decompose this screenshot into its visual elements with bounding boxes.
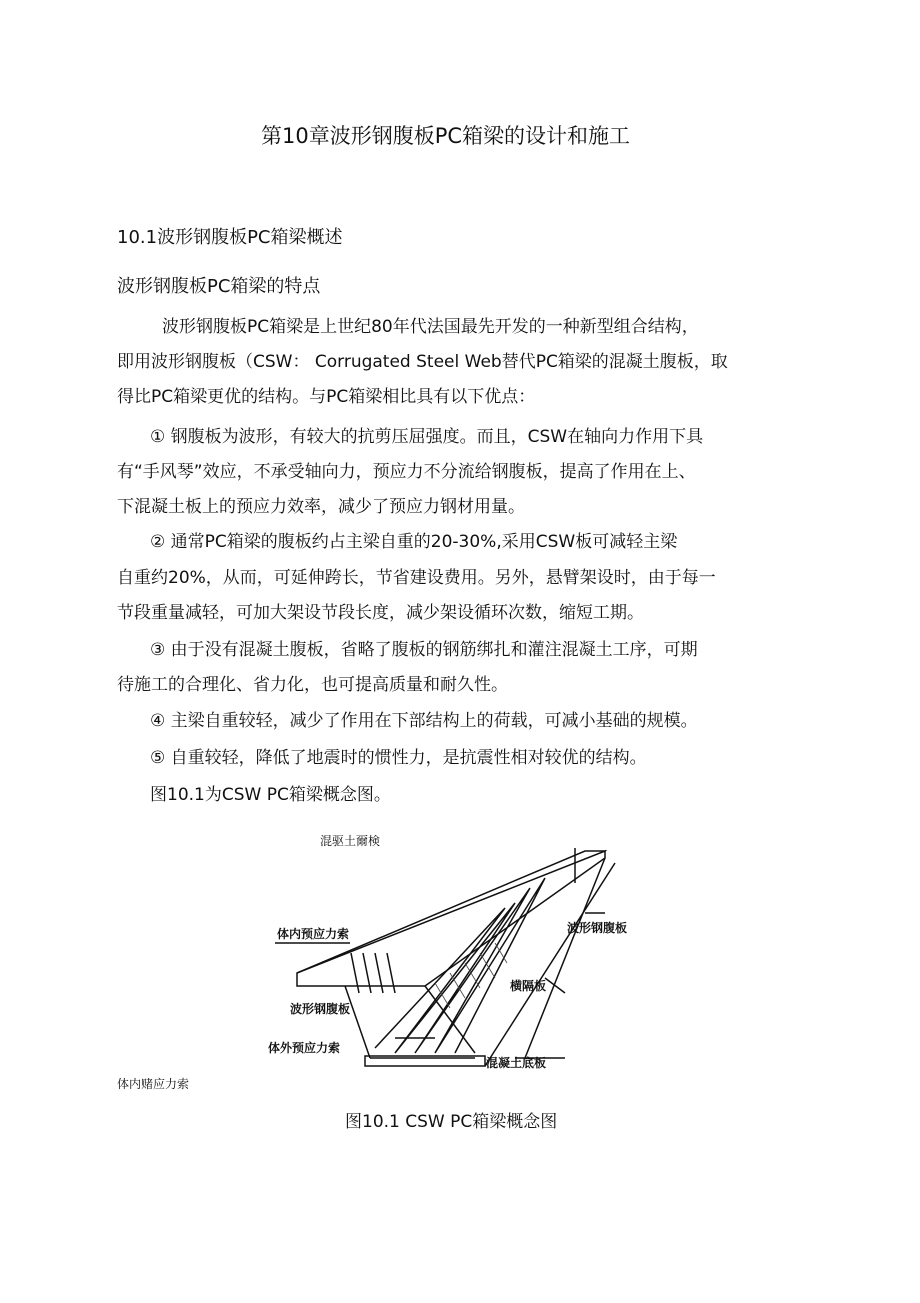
paragraph-line: ① 钢腹板为波形，有较大的抗剪压屈强度。而且，CSW在轴向力作用下具: [150, 427, 704, 447]
paragraph-line: 下混凝土板上的预应力效率，减少了预应力钢材用量。: [117, 497, 525, 517]
figure-label-bottom-slab: 混凝土底板: [486, 1056, 547, 1070]
paragraph-line: 得比PC箱梁更优的结构。与PC箱梁相比具有以下优点：: [117, 387, 536, 407]
paragraph-line: ⑤ 自重较轻，降低了地震时的惯性力，是抗震性相对较优的结构。: [150, 748, 647, 768]
paragraph-line: ② 通常PC箱梁的腹板约占主梁自重的20-30%,采用CSW板可减轻主梁: [150, 532, 678, 552]
paragraph-line: 自重约20%，从而，可延伸跨长，节省建设费用。另外，悬臂架设时，由于每一: [117, 568, 716, 588]
figure-label-web-left: 波形钢腹板: [290, 1002, 351, 1016]
paragraph-line: ④ 主梁自重较轻，减少了作用在下部结构上的荷载，可减小基础的规模。: [150, 711, 698, 731]
section-heading: 10.1波形钢腹板PC箱梁概述: [117, 227, 343, 248]
paragraph-line: 待施工的合理化、省力化，也可提高质量和耐久性。: [117, 675, 508, 695]
chapter-title: 第10章波形钢腹板PC箱梁的设计和施工: [261, 124, 631, 148]
paragraph-line: 有“手风琴”效应，不承受轴向力，预应力不分流给钢腹板，提高了作用在上、: [117, 462, 696, 482]
paragraph-line: ③ 由于没有混凝土腹板，省略了腹板的钢筋绑扎和灌注混凝土工序，可期: [150, 640, 698, 660]
figure-label-inner-tendon: 体内预应力索: [277, 927, 350, 941]
subsection-heading: 波形钢腹板PC箱梁的特点: [117, 276, 321, 297]
figure-label-web-right: 波形钢腹板: [567, 921, 628, 935]
figure-caption: 图10.1 CSW PC箱梁概念图: [345, 1112, 558, 1132]
figure-label-top: 混驱土爾検: [320, 834, 381, 848]
figure-label-diaphragm: 横隔板: [510, 979, 547, 993]
paragraph-line: 即用波形钢腹板（CSW： Corrugated Steel Web替代PC箱梁的混凝土腹板，取: [117, 352, 728, 372]
paragraph-line: 波形钢腹板PC箱梁是上世纪80年代法国最先开发的一种新型组合结构，: [162, 317, 699, 337]
paragraph-line: 图10.1为CSW PC箱梁概念图。: [150, 785, 391, 805]
figure-label-outside: 体内赌应力索: [117, 1077, 190, 1091]
paragraph-line: 节段重量减轻，可加大架设节段长度，减少架设循环次数，缩短工期。: [117, 603, 644, 623]
figure-label-outer-tendon: 体外预应力索: [268, 1041, 341, 1055]
